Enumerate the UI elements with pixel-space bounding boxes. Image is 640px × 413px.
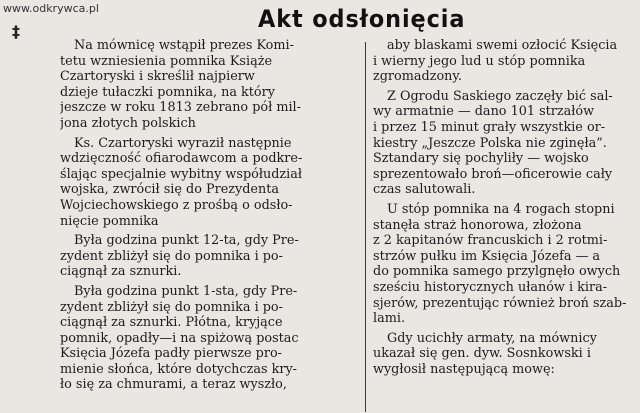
text-line: Na mównicę wstąpił prezes Komi- (74, 38, 294, 53)
text-line: ciągnął za sznurki. Płótna, kryjące (60, 315, 283, 331)
text-line: wdzięczność ofiarodawcom a podkre- (60, 151, 303, 167)
text-line: nięcie pomnika (60, 213, 159, 229)
text-line: dzieje tułaczki pomnika, na który (60, 84, 275, 100)
text-line: sześciu historycznych ułanów i kira- (373, 279, 608, 295)
left-column (60, 38, 356, 393)
text-line: wy armatnie — dano 101 strzałów (373, 104, 595, 120)
text-line: Sztandary się pochyliły — wojsko (373, 151, 589, 167)
text-line: z 2 kapitanów francuskich i 2 rotmi- (373, 233, 608, 249)
margin-mark: ‡ (12, 22, 20, 41)
text-line: sprezentowało broń—oficerowie cały (373, 166, 613, 182)
text-line: ciągnął za sznurki. (60, 264, 182, 280)
text-line: U stóp pomnika na 4 rogach stopni (387, 201, 615, 217)
text-line: czas salutowali. (373, 182, 476, 198)
column-divider (365, 42, 366, 412)
text-line: lami. (373, 311, 406, 327)
text-line: Była godzina punkt 12-ta, gdy Pre- (74, 233, 299, 249)
text-line: jona złotych polskich (60, 115, 196, 131)
text-line: i przez 15 minut grały wszystkie or- (373, 119, 606, 135)
text-line: Z Ogrodu Saskiego zaczęły bić sal- (387, 88, 613, 104)
text-line: strzów pułku im Księcia Józefa — a (373, 248, 601, 264)
text-line: Księcia Józefa padły pierwsze pro- (60, 346, 283, 362)
text-line: wygłosił następującą mowę: (373, 361, 555, 377)
text-line: stanęła straż honorowa, złożona (373, 217, 582, 233)
text-line: mienie słońca, które dotychczas kry- (60, 361, 298, 377)
text-line: zydent zbliżył się do pomnika i po- (60, 299, 283, 315)
text-line: sjerów, prezentując również broń szab- (373, 295, 627, 311)
text-line: Ks. Czartoryski wyraził następnie (74, 135, 292, 151)
text-line: ukazał się gen. dyw. Sosnkowski i (373, 346, 591, 362)
text-line: zydent zbliżył się do pomnika i po- (60, 248, 283, 264)
watermark: www.odkrywca.pl (3, 2, 99, 15)
text-line: ślając specjalnie wybitny współudział (60, 166, 303, 182)
text-line: zgromadzony. (373, 69, 462, 85)
headline: Akt odsłonięcia (258, 5, 466, 33)
text-line: jeszcze w roku 1813 zebrano pół mil- (60, 100, 301, 116)
text-line: Czartoryski i skreślił najpierw (60, 69, 255, 85)
text-line: tetu wzniesienia pomnika Książe (60, 53, 273, 69)
text-line: ło się za chmurami, a teraz wyszło, (60, 377, 287, 393)
text-line: aby blaskami swemi ozłocić Księcia (387, 38, 618, 53)
text-line: Była godzina punkt 1-sta, gdy Pre- (74, 283, 298, 299)
text-line: wojska, zwrócił się do Prezydenta (60, 182, 280, 198)
text-line: pomnik, opadły—i na spiżową postac (60, 330, 299, 346)
text-line: kiestry „Jeszcze Polska nie zginęła”. (373, 135, 607, 151)
text-line: do pomnika samego przylgnęło owych (373, 264, 621, 280)
text-line: i wierny jego lud u stóp pomnika (373, 53, 586, 69)
right-column (373, 38, 637, 377)
text-line: Gdy ucichły armaty, na mównicy (387, 330, 597, 346)
text-line: Wojciechowskiego z prośbą o odsło- (60, 197, 293, 213)
